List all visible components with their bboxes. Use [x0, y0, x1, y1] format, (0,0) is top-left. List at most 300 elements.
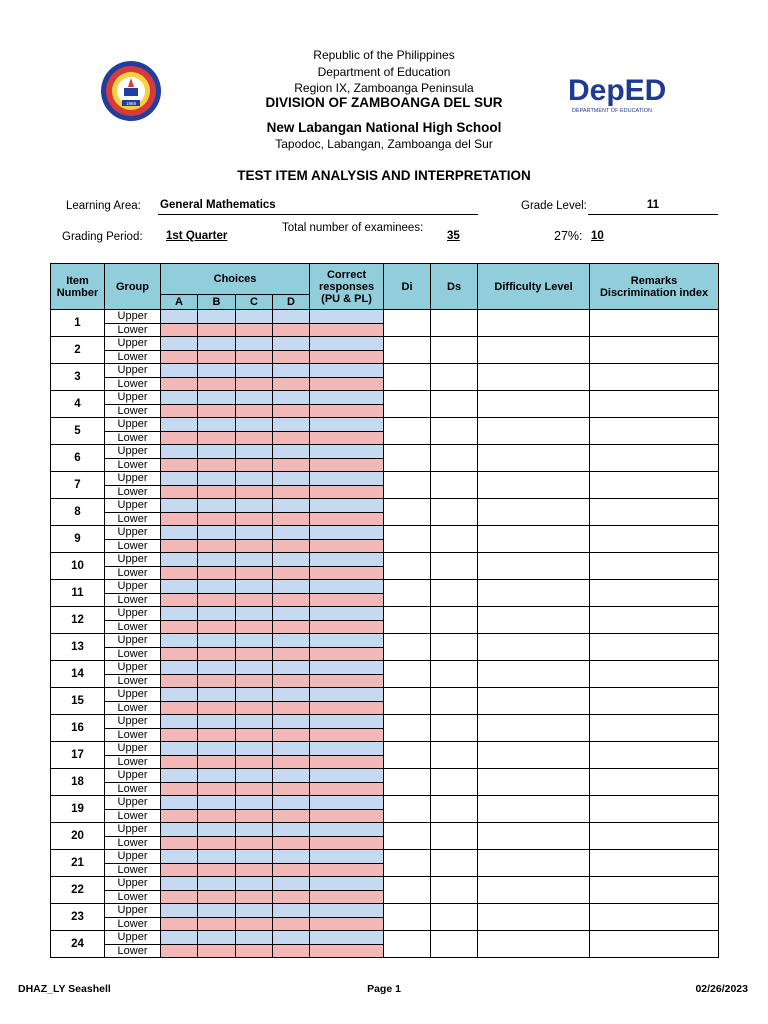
choice-d-cell[interactable]	[273, 593, 310, 607]
choice-d-cell[interactable]	[273, 431, 310, 445]
correct-responses-cell[interactable]	[310, 377, 384, 391]
correct-responses-cell[interactable]	[310, 593, 384, 607]
choice-c-cell[interactable]	[236, 404, 273, 418]
choice-c-cell[interactable]	[236, 310, 273, 324]
di-cell[interactable]	[384, 823, 431, 850]
correct-responses-cell[interactable]	[310, 337, 384, 351]
remarks-cell[interactable]	[590, 499, 719, 526]
di-cell[interactable]	[384, 931, 431, 958]
choice-a-cell[interactable]	[161, 404, 198, 418]
choice-a-cell[interactable]	[161, 728, 198, 742]
choice-a-cell[interactable]	[161, 485, 198, 499]
choice-a-cell[interactable]	[161, 607, 198, 621]
choice-b-cell[interactable]	[198, 728, 236, 742]
di-cell[interactable]	[384, 742, 431, 769]
choice-a-cell[interactable]	[161, 931, 198, 945]
di-cell[interactable]	[384, 310, 431, 337]
choice-c-cell[interactable]	[236, 485, 273, 499]
choice-d-cell[interactable]	[273, 782, 310, 796]
choice-b-cell[interactable]	[198, 458, 236, 472]
choice-b-cell[interactable]	[198, 499, 236, 513]
choice-a-cell[interactable]	[161, 620, 198, 634]
correct-responses-cell[interactable]	[310, 539, 384, 553]
di-cell[interactable]	[384, 877, 431, 904]
choice-d-cell[interactable]	[273, 823, 310, 837]
correct-responses-cell[interactable]	[310, 836, 384, 850]
choice-b-cell[interactable]	[198, 404, 236, 418]
remarks-cell[interactable]	[590, 526, 719, 553]
correct-responses-cell[interactable]	[310, 553, 384, 567]
ds-cell[interactable]	[431, 391, 478, 418]
choice-c-cell[interactable]	[236, 701, 273, 715]
choice-c-cell[interactable]	[236, 674, 273, 688]
choice-c-cell[interactable]	[236, 809, 273, 823]
choice-d-cell[interactable]	[273, 445, 310, 459]
di-cell[interactable]	[384, 337, 431, 364]
ds-cell[interactable]	[431, 715, 478, 742]
choice-c-cell[interactable]	[236, 445, 273, 459]
difficulty-level-cell[interactable]	[478, 931, 590, 958]
choice-c-cell[interactable]	[236, 850, 273, 864]
choice-d-cell[interactable]	[273, 404, 310, 418]
choice-b-cell[interactable]	[198, 431, 236, 445]
choice-a-cell[interactable]	[161, 364, 198, 378]
choice-d-cell[interactable]	[273, 634, 310, 648]
choice-b-cell[interactable]	[198, 890, 236, 904]
correct-responses-cell[interactable]	[310, 850, 384, 864]
choice-a-cell[interactable]	[161, 904, 198, 918]
di-cell[interactable]	[384, 796, 431, 823]
choice-a-cell[interactable]	[161, 661, 198, 675]
choice-d-cell[interactable]	[273, 391, 310, 405]
choice-b-cell[interactable]	[198, 512, 236, 526]
ds-cell[interactable]	[431, 526, 478, 553]
choice-c-cell[interactable]	[236, 863, 273, 877]
choice-c-cell[interactable]	[236, 742, 273, 756]
choice-a-cell[interactable]	[161, 593, 198, 607]
correct-responses-cell[interactable]	[310, 742, 384, 756]
remarks-cell[interactable]	[590, 796, 719, 823]
remarks-cell[interactable]	[590, 634, 719, 661]
choice-d-cell[interactable]	[273, 607, 310, 621]
difficulty-level-cell[interactable]	[478, 904, 590, 931]
choice-d-cell[interactable]	[273, 701, 310, 715]
choice-a-cell[interactable]	[161, 377, 198, 391]
choice-d-cell[interactable]	[273, 323, 310, 337]
correct-responses-cell[interactable]	[310, 796, 384, 810]
di-cell[interactable]	[384, 850, 431, 877]
remarks-cell[interactable]	[590, 661, 719, 688]
remarks-cell[interactable]	[590, 364, 719, 391]
choice-c-cell[interactable]	[236, 607, 273, 621]
choice-c-cell[interactable]	[236, 688, 273, 702]
correct-responses-cell[interactable]	[310, 472, 384, 486]
difficulty-level-cell[interactable]	[478, 553, 590, 580]
remarks-cell[interactable]	[590, 580, 719, 607]
choice-d-cell[interactable]	[273, 418, 310, 432]
choice-c-cell[interactable]	[236, 904, 273, 918]
choice-c-cell[interactable]	[236, 458, 273, 472]
choice-d-cell[interactable]	[273, 350, 310, 364]
ds-cell[interactable]	[431, 769, 478, 796]
correct-responses-cell[interactable]	[310, 809, 384, 823]
choice-a-cell[interactable]	[161, 877, 198, 891]
choice-d-cell[interactable]	[273, 499, 310, 513]
choice-d-cell[interactable]	[273, 580, 310, 594]
remarks-cell[interactable]	[590, 607, 719, 634]
remarks-cell[interactable]	[590, 850, 719, 877]
choice-d-cell[interactable]	[273, 917, 310, 931]
choice-a-cell[interactable]	[161, 755, 198, 769]
choice-b-cell[interactable]	[198, 944, 236, 958]
correct-responses-cell[interactable]	[310, 904, 384, 918]
choice-b-cell[interactable]	[198, 377, 236, 391]
choice-d-cell[interactable]	[273, 755, 310, 769]
choice-b-cell[interactable]	[198, 539, 236, 553]
choice-a-cell[interactable]	[161, 580, 198, 594]
choice-c-cell[interactable]	[236, 377, 273, 391]
ds-cell[interactable]	[431, 877, 478, 904]
choice-d-cell[interactable]	[273, 769, 310, 783]
choice-c-cell[interactable]	[236, 553, 273, 567]
choice-b-cell[interactable]	[198, 755, 236, 769]
difficulty-level-cell[interactable]	[478, 607, 590, 634]
ds-cell[interactable]	[431, 796, 478, 823]
choice-d-cell[interactable]	[273, 539, 310, 553]
ds-cell[interactable]	[431, 607, 478, 634]
ds-cell[interactable]	[431, 850, 478, 877]
correct-responses-cell[interactable]	[310, 323, 384, 337]
ds-cell[interactable]	[431, 553, 478, 580]
difficulty-level-cell[interactable]	[478, 850, 590, 877]
choice-d-cell[interactable]	[273, 553, 310, 567]
choice-b-cell[interactable]	[198, 310, 236, 324]
correct-responses-cell[interactable]	[310, 431, 384, 445]
correct-responses-cell[interactable]	[310, 863, 384, 877]
choice-b-cell[interactable]	[198, 553, 236, 567]
choice-b-cell[interactable]	[198, 809, 236, 823]
correct-responses-cell[interactable]	[310, 661, 384, 675]
di-cell[interactable]	[384, 472, 431, 499]
difficulty-level-cell[interactable]	[478, 661, 590, 688]
choice-d-cell[interactable]	[273, 890, 310, 904]
difficulty-level-cell[interactable]	[478, 310, 590, 337]
choice-b-cell[interactable]	[198, 337, 236, 351]
correct-responses-cell[interactable]	[310, 931, 384, 945]
ds-cell[interactable]	[431, 742, 478, 769]
correct-responses-cell[interactable]	[310, 715, 384, 729]
choice-a-cell[interactable]	[161, 688, 198, 702]
choice-a-cell[interactable]	[161, 701, 198, 715]
correct-responses-cell[interactable]	[310, 566, 384, 580]
ds-cell[interactable]	[431, 499, 478, 526]
difficulty-level-cell[interactable]	[478, 337, 590, 364]
remarks-cell[interactable]	[590, 823, 719, 850]
choice-d-cell[interactable]	[273, 377, 310, 391]
choice-a-cell[interactable]	[161, 863, 198, 877]
difficulty-level-cell[interactable]	[478, 796, 590, 823]
remarks-cell[interactable]	[590, 904, 719, 931]
choice-a-cell[interactable]	[161, 823, 198, 837]
choice-d-cell[interactable]	[273, 620, 310, 634]
remarks-cell[interactable]	[590, 742, 719, 769]
choice-b-cell[interactable]	[198, 769, 236, 783]
choice-a-cell[interactable]	[161, 674, 198, 688]
choice-c-cell[interactable]	[236, 647, 273, 661]
choice-b-cell[interactable]	[198, 742, 236, 756]
difficulty-level-cell[interactable]	[478, 445, 590, 472]
ds-cell[interactable]	[431, 904, 478, 931]
correct-responses-cell[interactable]	[310, 755, 384, 769]
choice-d-cell[interactable]	[273, 458, 310, 472]
correct-responses-cell[interactable]	[310, 877, 384, 891]
choice-c-cell[interactable]	[236, 634, 273, 648]
choice-d-cell[interactable]	[273, 674, 310, 688]
correct-responses-cell[interactable]	[310, 620, 384, 634]
choice-b-cell[interactable]	[198, 904, 236, 918]
remarks-cell[interactable]	[590, 769, 719, 796]
choice-b-cell[interactable]	[198, 863, 236, 877]
correct-responses-cell[interactable]	[310, 607, 384, 621]
choice-a-cell[interactable]	[161, 391, 198, 405]
correct-responses-cell[interactable]	[310, 634, 384, 648]
choice-b-cell[interactable]	[198, 391, 236, 405]
choice-a-cell[interactable]	[161, 566, 198, 580]
correct-responses-cell[interactable]	[310, 445, 384, 459]
difficulty-level-cell[interactable]	[478, 823, 590, 850]
choice-c-cell[interactable]	[236, 593, 273, 607]
correct-responses-cell[interactable]	[310, 688, 384, 702]
choice-c-cell[interactable]	[236, 823, 273, 837]
choice-b-cell[interactable]	[198, 674, 236, 688]
di-cell[interactable]	[384, 364, 431, 391]
choice-d-cell[interactable]	[273, 485, 310, 499]
choice-a-cell[interactable]	[161, 445, 198, 459]
correct-responses-cell[interactable]	[310, 782, 384, 796]
choice-b-cell[interactable]	[198, 850, 236, 864]
di-cell[interactable]	[384, 715, 431, 742]
choice-b-cell[interactable]	[198, 566, 236, 580]
choice-c-cell[interactable]	[236, 890, 273, 904]
choice-d-cell[interactable]	[273, 512, 310, 526]
choice-d-cell[interactable]	[273, 836, 310, 850]
choice-d-cell[interactable]	[273, 337, 310, 351]
choice-b-cell[interactable]	[198, 593, 236, 607]
choice-b-cell[interactable]	[198, 418, 236, 432]
correct-responses-cell[interactable]	[310, 917, 384, 931]
choice-c-cell[interactable]	[236, 931, 273, 945]
choice-c-cell[interactable]	[236, 499, 273, 513]
choice-b-cell[interactable]	[198, 350, 236, 364]
choice-c-cell[interactable]	[236, 472, 273, 486]
choice-d-cell[interactable]	[273, 742, 310, 756]
choice-a-cell[interactable]	[161, 553, 198, 567]
choice-d-cell[interactable]	[273, 904, 310, 918]
choice-b-cell[interactable]	[198, 485, 236, 499]
choice-d-cell[interactable]	[273, 850, 310, 864]
choice-c-cell[interactable]	[236, 877, 273, 891]
difficulty-level-cell[interactable]	[478, 526, 590, 553]
di-cell[interactable]	[384, 661, 431, 688]
remarks-cell[interactable]	[590, 877, 719, 904]
difficulty-level-cell[interactable]	[478, 472, 590, 499]
choice-b-cell[interactable]	[198, 823, 236, 837]
choice-a-cell[interactable]	[161, 539, 198, 553]
choice-c-cell[interactable]	[236, 769, 273, 783]
correct-responses-cell[interactable]	[310, 418, 384, 432]
choice-d-cell[interactable]	[273, 647, 310, 661]
choice-d-cell[interactable]	[273, 863, 310, 877]
choice-b-cell[interactable]	[198, 688, 236, 702]
choice-a-cell[interactable]	[161, 944, 198, 958]
choice-b-cell[interactable]	[198, 836, 236, 850]
choice-b-cell[interactable]	[198, 782, 236, 796]
choice-d-cell[interactable]	[273, 526, 310, 540]
choice-c-cell[interactable]	[236, 350, 273, 364]
choice-d-cell[interactable]	[273, 661, 310, 675]
choice-b-cell[interactable]	[198, 701, 236, 715]
choice-c-cell[interactable]	[236, 580, 273, 594]
correct-responses-cell[interactable]	[310, 728, 384, 742]
ds-cell[interactable]	[431, 661, 478, 688]
correct-responses-cell[interactable]	[310, 391, 384, 405]
choice-d-cell[interactable]	[273, 310, 310, 324]
di-cell[interactable]	[384, 445, 431, 472]
di-cell[interactable]	[384, 580, 431, 607]
choice-c-cell[interactable]	[236, 715, 273, 729]
remarks-cell[interactable]	[590, 445, 719, 472]
choice-a-cell[interactable]	[161, 418, 198, 432]
correct-responses-cell[interactable]	[310, 499, 384, 513]
choice-a-cell[interactable]	[161, 769, 198, 783]
choice-b-cell[interactable]	[198, 647, 236, 661]
choice-b-cell[interactable]	[198, 472, 236, 486]
ds-cell[interactable]	[431, 634, 478, 661]
choice-b-cell[interactable]	[198, 607, 236, 621]
remarks-cell[interactable]	[590, 553, 719, 580]
ds-cell[interactable]	[431, 364, 478, 391]
ds-cell[interactable]	[431, 823, 478, 850]
choice-d-cell[interactable]	[273, 715, 310, 729]
correct-responses-cell[interactable]	[310, 944, 384, 958]
choice-a-cell[interactable]	[161, 472, 198, 486]
choice-b-cell[interactable]	[198, 620, 236, 634]
correct-responses-cell[interactable]	[310, 310, 384, 324]
ds-cell[interactable]	[431, 931, 478, 958]
choice-c-cell[interactable]	[236, 566, 273, 580]
difficulty-level-cell[interactable]	[478, 769, 590, 796]
choice-c-cell[interactable]	[236, 796, 273, 810]
choice-a-cell[interactable]	[161, 431, 198, 445]
correct-responses-cell[interactable]	[310, 512, 384, 526]
choice-b-cell[interactable]	[198, 917, 236, 931]
remarks-cell[interactable]	[590, 472, 719, 499]
ds-cell[interactable]	[431, 310, 478, 337]
correct-responses-cell[interactable]	[310, 701, 384, 715]
choice-c-cell[interactable]	[236, 836, 273, 850]
choice-c-cell[interactable]	[236, 512, 273, 526]
difficulty-level-cell[interactable]	[478, 499, 590, 526]
difficulty-level-cell[interactable]	[478, 634, 590, 661]
choice-b-cell[interactable]	[198, 661, 236, 675]
choice-a-cell[interactable]	[161, 350, 198, 364]
di-cell[interactable]	[384, 526, 431, 553]
ds-cell[interactable]	[431, 472, 478, 499]
choice-c-cell[interactable]	[236, 323, 273, 337]
di-cell[interactable]	[384, 688, 431, 715]
choice-b-cell[interactable]	[198, 445, 236, 459]
choice-c-cell[interactable]	[236, 364, 273, 378]
difficulty-level-cell[interactable]	[478, 688, 590, 715]
difficulty-level-cell[interactable]	[478, 418, 590, 445]
difficulty-level-cell[interactable]	[478, 391, 590, 418]
correct-responses-cell[interactable]	[310, 350, 384, 364]
di-cell[interactable]	[384, 391, 431, 418]
choice-d-cell[interactable]	[273, 728, 310, 742]
choice-c-cell[interactable]	[236, 526, 273, 540]
choice-c-cell[interactable]	[236, 755, 273, 769]
correct-responses-cell[interactable]	[310, 890, 384, 904]
choice-a-cell[interactable]	[161, 458, 198, 472]
difficulty-level-cell[interactable]	[478, 364, 590, 391]
choice-d-cell[interactable]	[273, 566, 310, 580]
difficulty-level-cell[interactable]	[478, 715, 590, 742]
ds-cell[interactable]	[431, 580, 478, 607]
choice-a-cell[interactable]	[161, 499, 198, 513]
choice-c-cell[interactable]	[236, 391, 273, 405]
choice-a-cell[interactable]	[161, 796, 198, 810]
choice-c-cell[interactable]	[236, 337, 273, 351]
choice-b-cell[interactable]	[198, 931, 236, 945]
correct-responses-cell[interactable]	[310, 526, 384, 540]
correct-responses-cell[interactable]	[310, 647, 384, 661]
difficulty-level-cell[interactable]	[478, 877, 590, 904]
choice-a-cell[interactable]	[161, 323, 198, 337]
choice-c-cell[interactable]	[236, 661, 273, 675]
choice-c-cell[interactable]	[236, 944, 273, 958]
choice-d-cell[interactable]	[273, 944, 310, 958]
choice-d-cell[interactable]	[273, 809, 310, 823]
choice-a-cell[interactable]	[161, 782, 198, 796]
choice-a-cell[interactable]	[161, 647, 198, 661]
remarks-cell[interactable]	[590, 310, 719, 337]
correct-responses-cell[interactable]	[310, 674, 384, 688]
choice-d-cell[interactable]	[273, 877, 310, 891]
choice-d-cell[interactable]	[273, 364, 310, 378]
choice-b-cell[interactable]	[198, 877, 236, 891]
ds-cell[interactable]	[431, 337, 478, 364]
correct-responses-cell[interactable]	[310, 823, 384, 837]
choice-c-cell[interactable]	[236, 620, 273, 634]
remarks-cell[interactable]	[590, 688, 719, 715]
choice-b-cell[interactable]	[198, 634, 236, 648]
di-cell[interactable]	[384, 418, 431, 445]
correct-responses-cell[interactable]	[310, 364, 384, 378]
choice-a-cell[interactable]	[161, 310, 198, 324]
choice-d-cell[interactable]	[273, 688, 310, 702]
choice-a-cell[interactable]	[161, 337, 198, 351]
correct-responses-cell[interactable]	[310, 580, 384, 594]
ds-cell[interactable]	[431, 418, 478, 445]
di-cell[interactable]	[384, 553, 431, 580]
di-cell[interactable]	[384, 499, 431, 526]
difficulty-level-cell[interactable]	[478, 742, 590, 769]
remarks-cell[interactable]	[590, 931, 719, 958]
ds-cell[interactable]	[431, 688, 478, 715]
choice-a-cell[interactable]	[161, 836, 198, 850]
choice-b-cell[interactable]	[198, 796, 236, 810]
choice-a-cell[interactable]	[161, 742, 198, 756]
